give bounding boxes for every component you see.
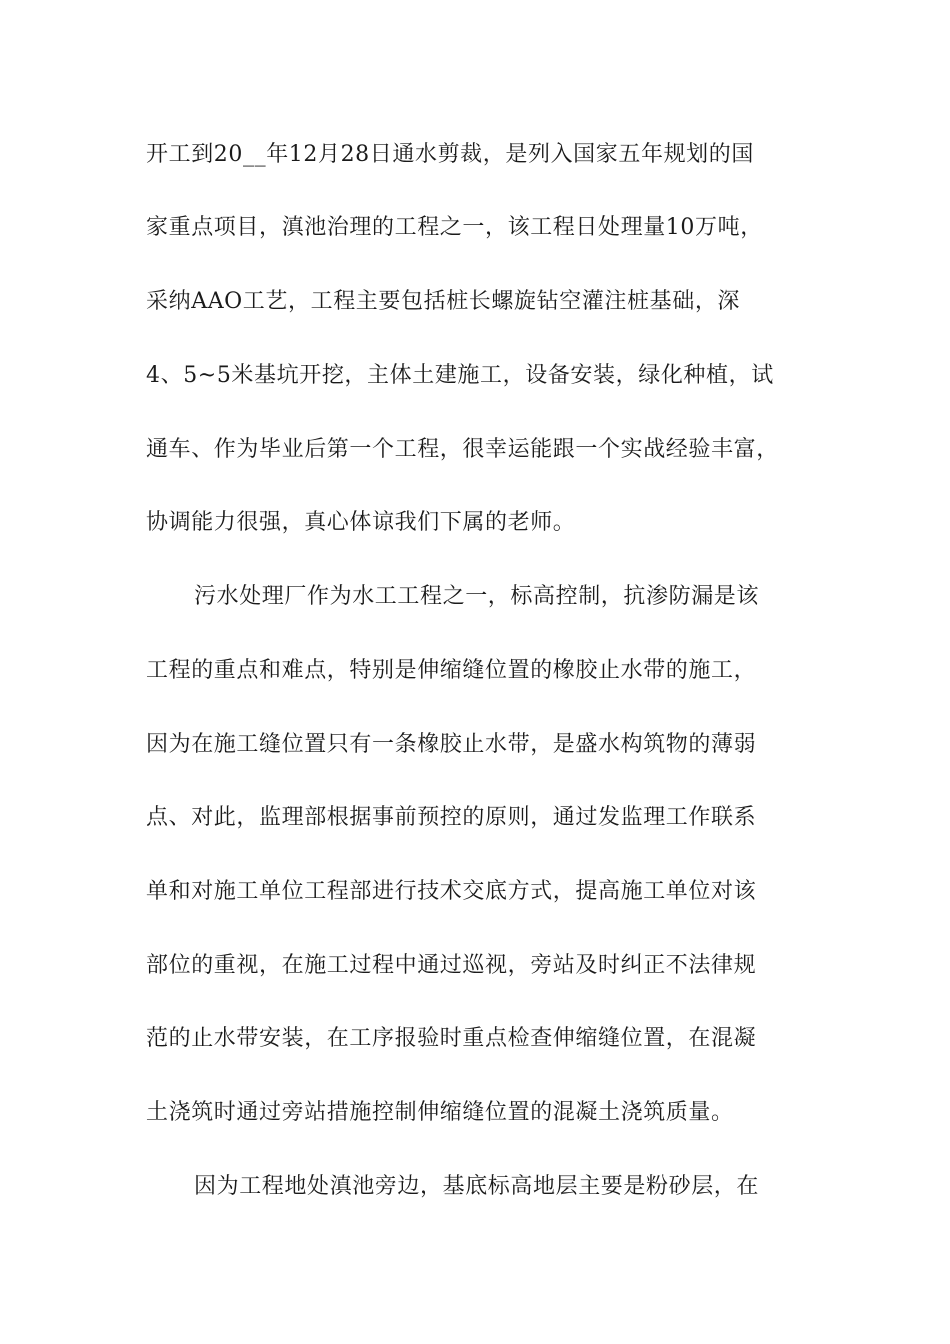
text-line: 协调能力很强，真心体谅我们下属的老师。 bbox=[146, 510, 576, 535]
text-line: 4、5~5米基坑开挖，主体土建施工，设备安装，绿化种植，试 bbox=[146, 363, 774, 388]
text-line: 部位的重视，在施工过程中通过巡视，旁站及时纠正不法律规 bbox=[146, 953, 757, 978]
paragraph-start-line: 污水处理厂作为水工工程之一，标高控制，抗渗防漏是该 bbox=[194, 584, 760, 609]
text-line: 范的止水带安装，在工序报验时重点检查伸缩缝位置，在混凝 bbox=[146, 1026, 757, 1051]
text-line: 采纳AAO工艺，工程主要包括桩长螺旋钻空灌注桩基础，深 bbox=[146, 289, 741, 314]
text-line: 通车、作为毕业后第一个工程，很幸运能跟一个实战经验丰富， bbox=[146, 437, 779, 462]
text-line: 单和对施工单位工程部进行技术交底方式，提高施工单位对该 bbox=[146, 879, 757, 904]
text-line: 家重点项目，滇池治理的工程之一，该工程日处理量10万吨， bbox=[146, 215, 763, 240]
paragraph-start-line: 因为工程地处滇池旁边，基底标高地层主要是粉砂层，在 bbox=[194, 1174, 760, 1199]
text-line: 因为在施工缝位置只有一条橡胶止水带，是盛水构筑物的薄弱 bbox=[146, 732, 757, 757]
text-line: 工程的重点和难点，特别是伸缩缝位置的橡胶止水带的施工， bbox=[146, 658, 757, 683]
text-line: 点、对此，监理部根据事前预控的原则，通过发监理工作联系 bbox=[146, 805, 757, 830]
text-line: 开工到20__年12月28日通水剪裁，是列入国家五年规划的国 bbox=[146, 142, 754, 167]
text-line: 土浇筑时通过旁站措施控制伸缩缝位置的混凝土浇筑质量。 bbox=[146, 1100, 734, 1125]
